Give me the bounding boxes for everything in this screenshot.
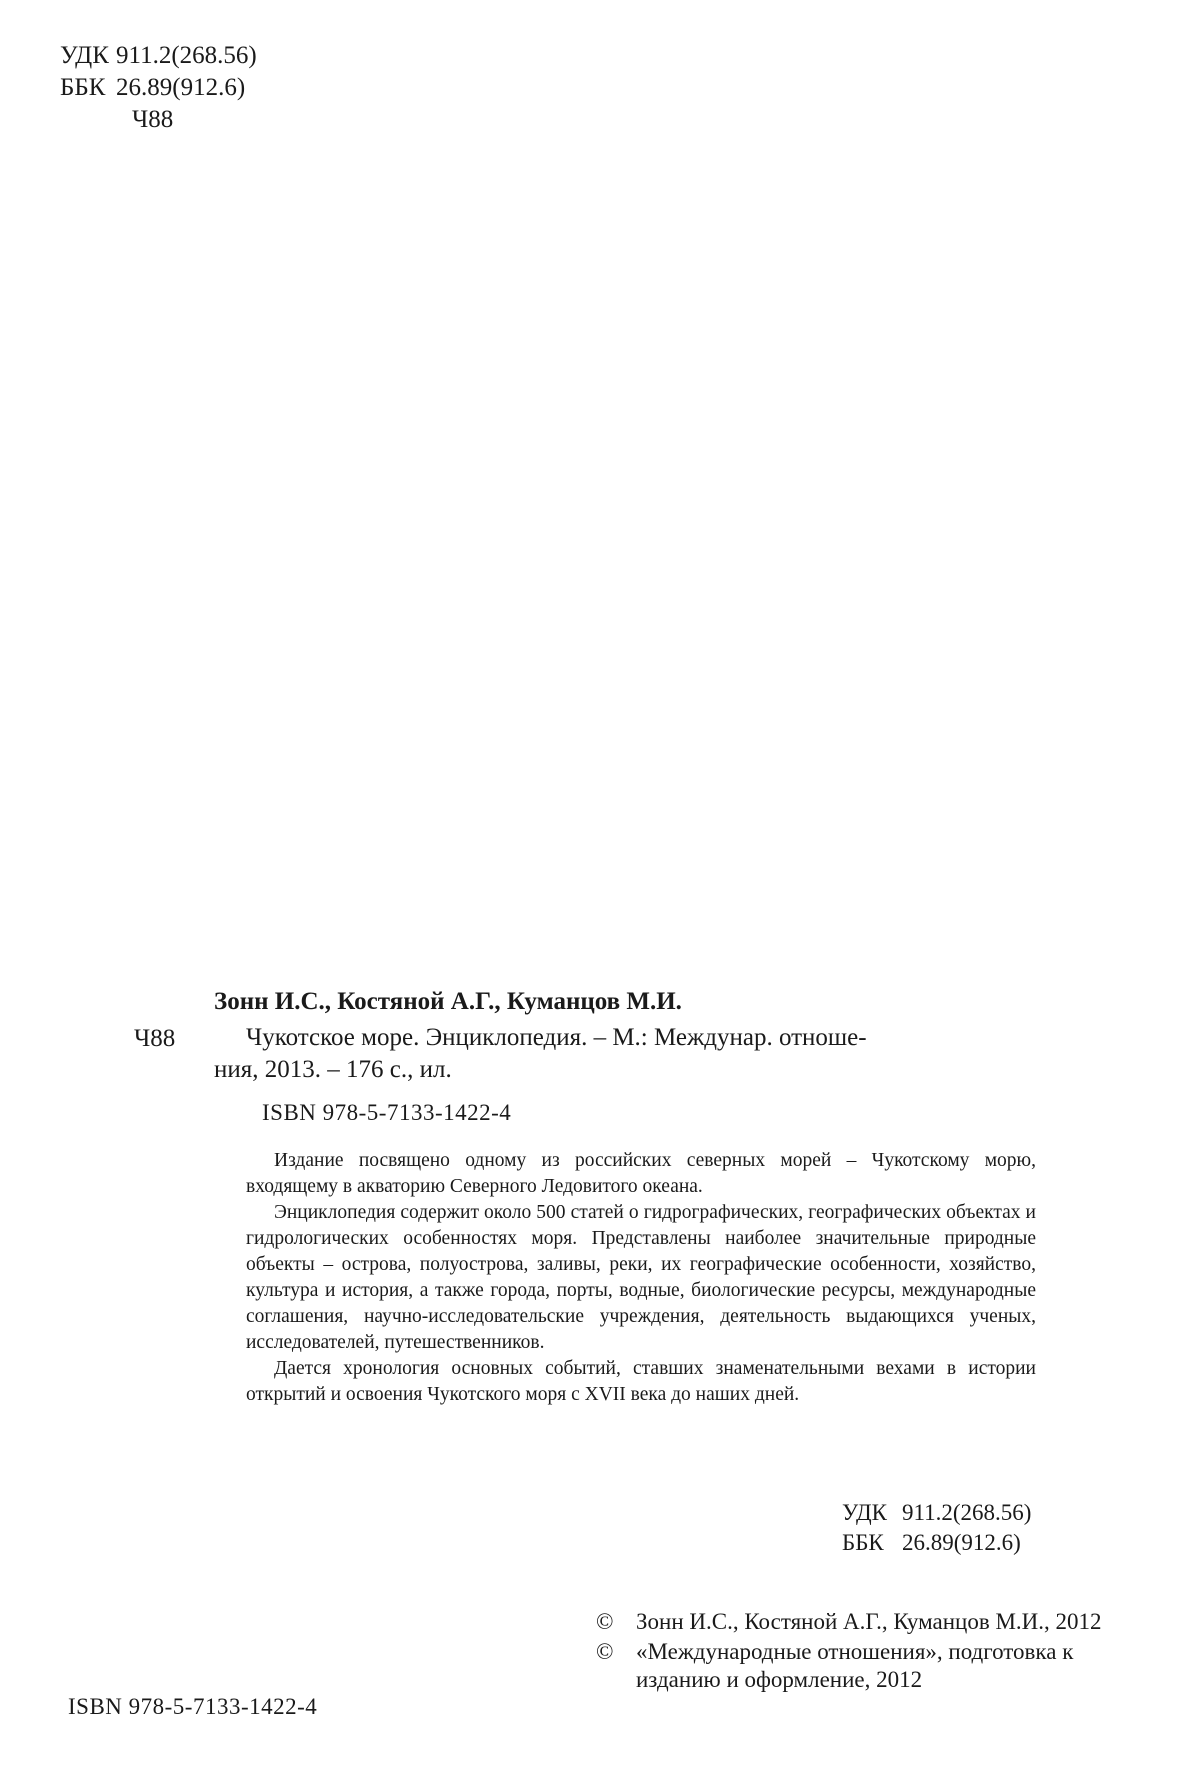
udk-label: УДК <box>60 42 109 69</box>
classification-codes-bottom <box>842 1498 1031 1558</box>
abstract-paragraph: Издание посвящено одному из российских северных морей – Чукотскому морю, входящему в акваторию Северного Ледовитого океана. <box>246 1150 1036 1197</box>
udk-row <box>60 40 257 72</box>
copyright-icon: © <box>596 1639 614 1664</box>
record-title-line2: ния, 2013. – 176 с., ил. <box>214 1056 452 1083</box>
record-isbn: ISBN 978-5-7133-1422-4 <box>262 1100 512 1125</box>
copyright-text: Зонн И.С., Костяной А.Г., Куманцов М.И., 2012 <box>636 1609 1102 1634</box>
copyright-notices <box>596 1608 1122 1696</box>
udk-label: УДК <box>842 1500 887 1525</box>
bbk-label: ББК <box>842 1530 884 1555</box>
record-author-mark: Ч88 <box>134 1025 176 1052</box>
copyright-text: «Международные отношения», подготовка к изданию и оформление, 2012 <box>636 1639 1074 1692</box>
bbk-label: ББК <box>60 74 106 101</box>
bbk-value: 26.89(912.6) <box>902 1530 1021 1555</box>
record-title <box>214 1022 1052 1086</box>
udk-row <box>842 1498 1031 1528</box>
record-authors: Зонн И.С., Костяной А.Г., Куманцов М.И. <box>214 988 682 1015</box>
isbn-bottom: ISBN 978-5-7133-1422-4 <box>68 1694 318 1719</box>
copyright-notice <box>596 1638 1122 1694</box>
record-title-line1: Чукотское море. Энциклопедия. – М.: Междунар. отноше- <box>246 1024 867 1051</box>
udk-value: 911.2(268.56) <box>116 42 257 69</box>
abstract-paragraph: Энциклопедия содержит около 500 статей о гидрографических, географических объектах и гидрологических особенностях моря. Представлены наиболее значительные природные объекты – острова, полуострова, заливы, реки, их географические особенности, хозяйство, культура и история, а также города, порты, водные, биологические ресурсы, международные соглашения, научно-исследовательские учреждения, деятельность выдающихся ученых, исследователей, путешественников. <box>246 1202 1036 1353</box>
copyright-notice <box>596 1608 1122 1636</box>
bbk-row <box>60 72 257 104</box>
abstract-paragraph: Дается хронология основных событий, ставших знаменательными вехами в истории открытий и освоения Чукотского моря с XVII века до наших дней. <box>246 1358 1036 1405</box>
udk-value: 911.2(268.56) <box>902 1500 1032 1525</box>
abstract <box>246 1148 1036 1408</box>
bbk-value: 26.89(912.6) <box>116 74 246 101</box>
classification-codes-top <box>60 40 257 136</box>
copyright-icon: © <box>596 1609 614 1634</box>
bbk-row <box>842 1528 1031 1558</box>
author-mark: Ч88 <box>132 106 174 133</box>
